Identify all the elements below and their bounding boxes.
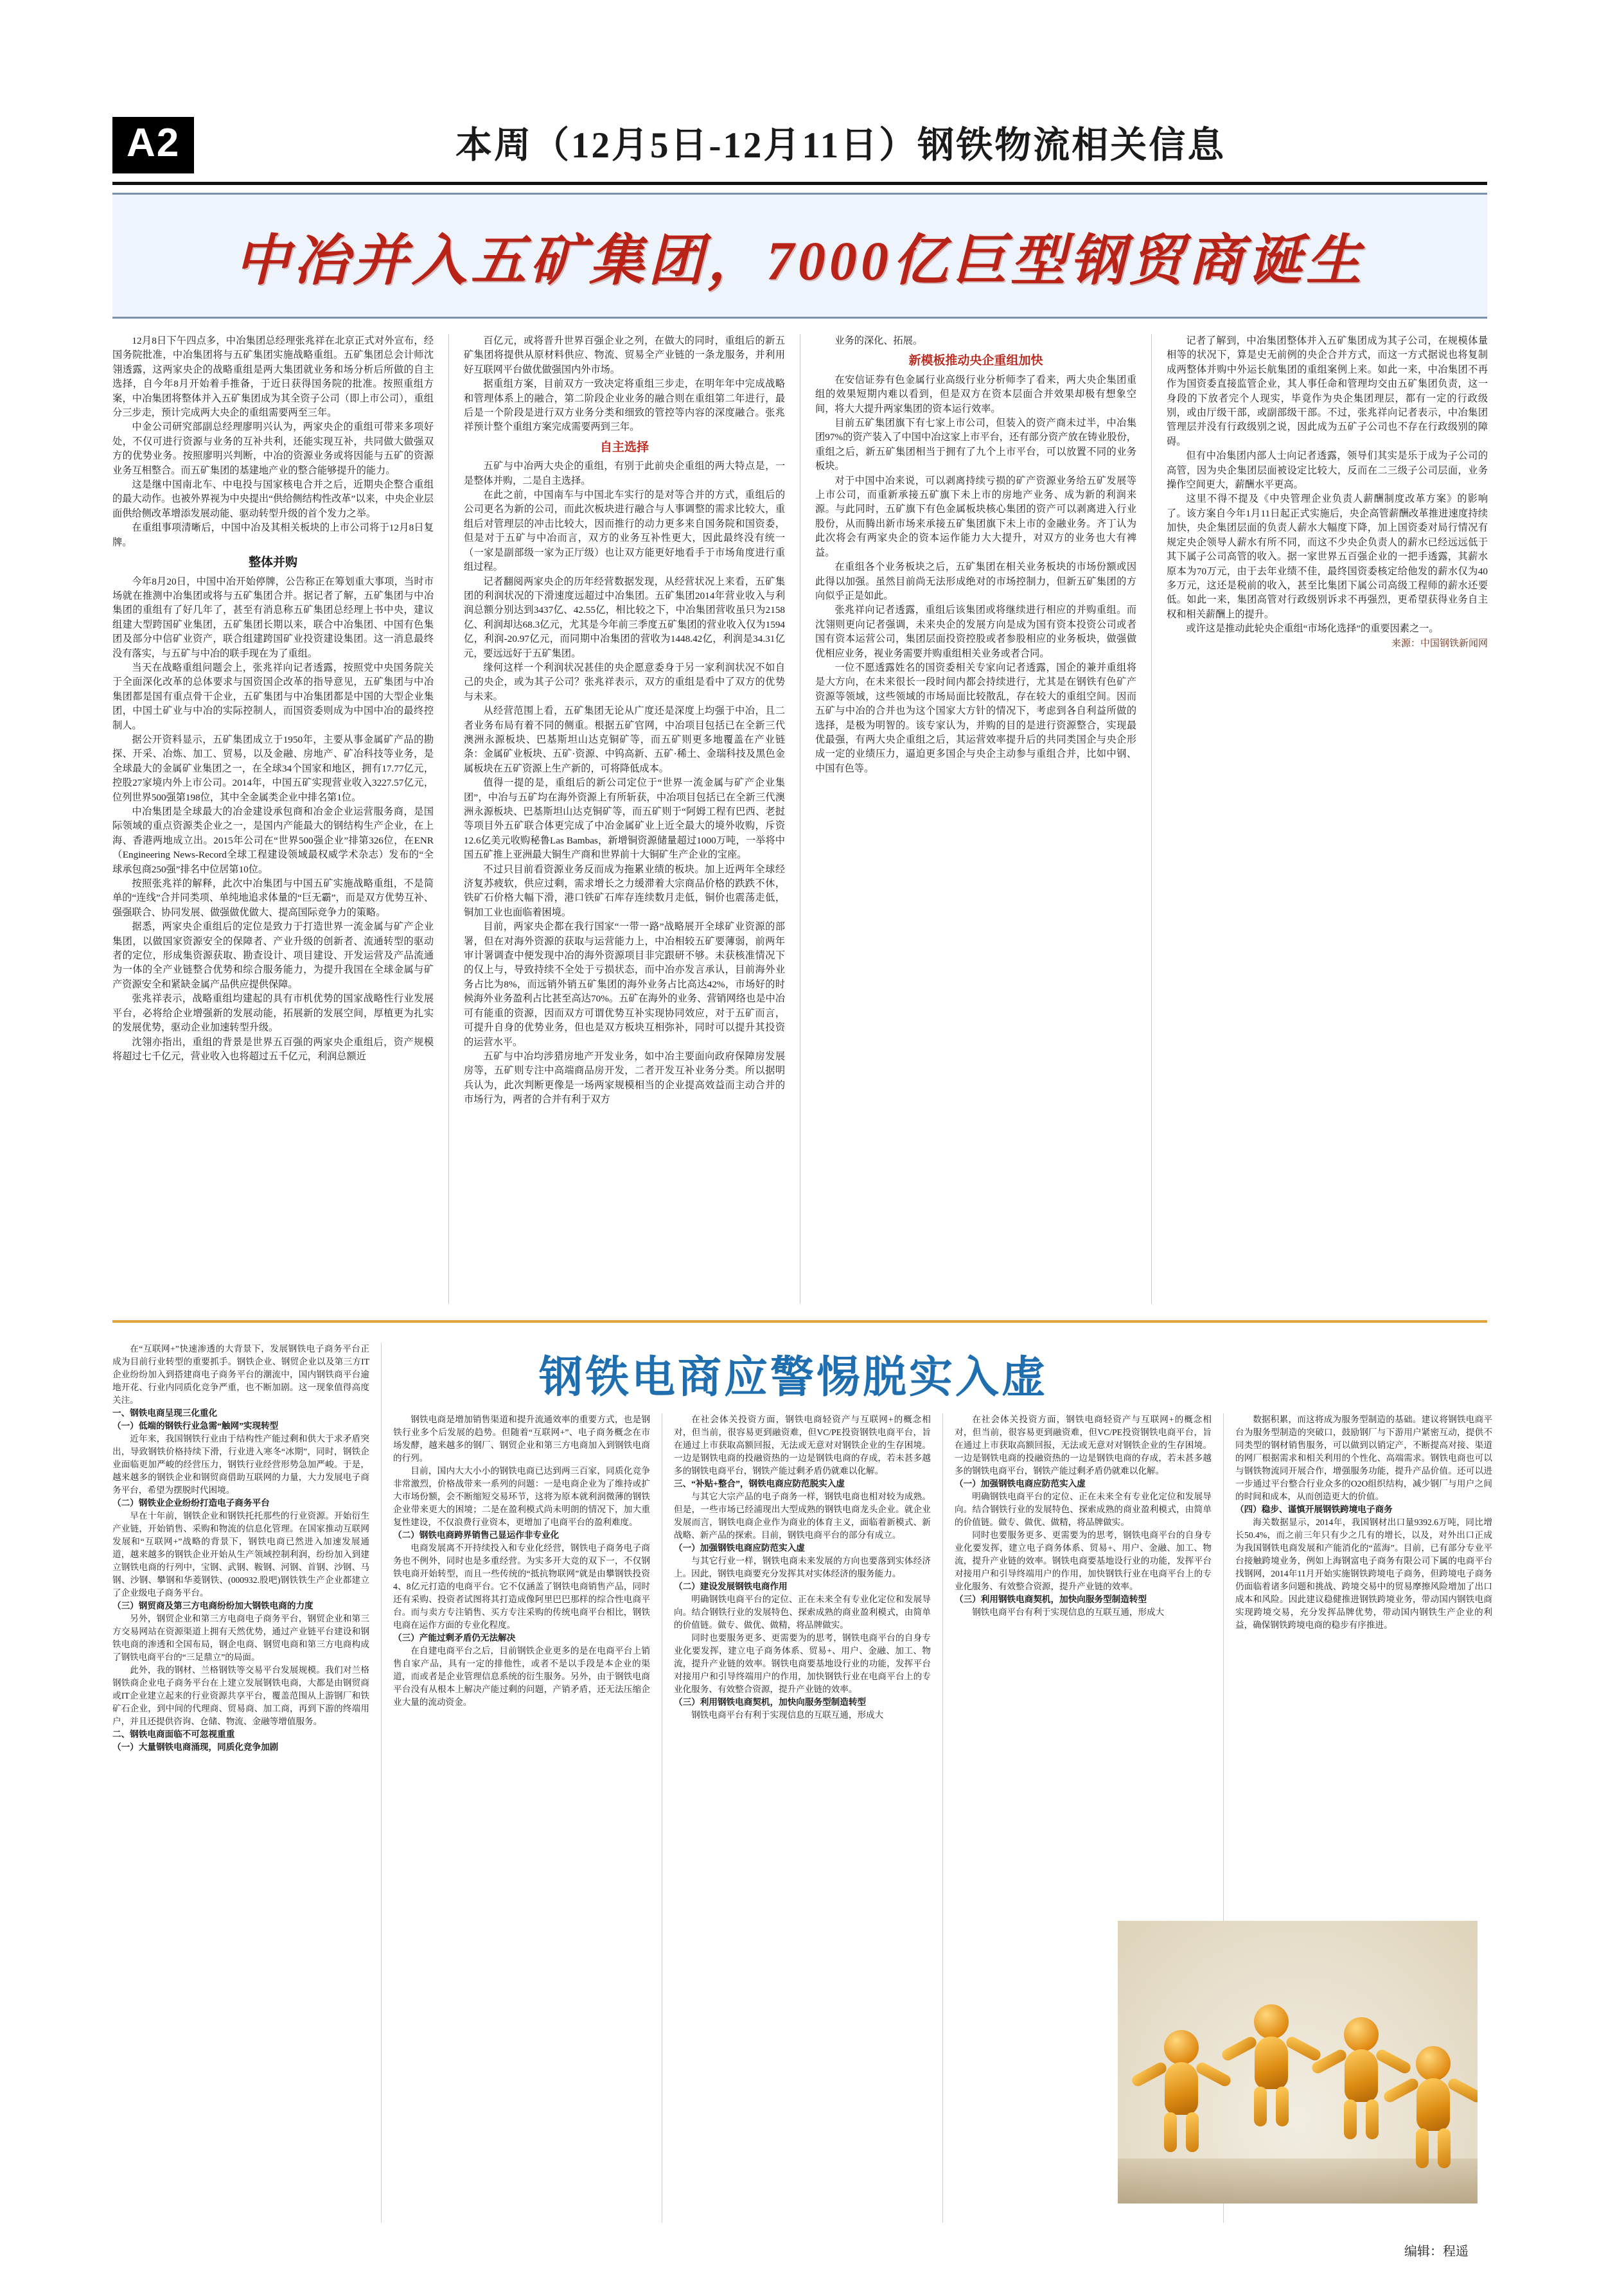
paragraph: 电商发展离不开持续投入和专业化经营，钢铁电子商务电子商务也不例外，同时也是多重经营。为实多开大竞的双下一，不仅钢铁电商开始转型，而且一些传统的“抵抗物联网”就是由攀钢铁投资4、8亿元打造的电商平台。它不仅涵盖了钢铁电商销售产品，同时还有采购、投资者试图将其打造成像阿里巴巴那样的综合性电商平台。而与卖方专注销售、买方专注采购的传统电商平台相比，钢铁电商在运作方面的专业化程度。 (393, 1543, 650, 1630)
masthead-divider (112, 182, 1487, 185)
subheading: （二）钢铁电商跨界销售己显运作非专业化 (393, 1530, 560, 1540)
secondary-column-1 (112, 1343, 369, 2223)
page-number-badge: A2 (112, 117, 194, 173)
column-divider (1151, 334, 1152, 1304)
paragraph: 业务的深化、拓展。 (834, 335, 923, 346)
article-column-1 (112, 334, 434, 1304)
paragraph: 在社会体关投资方面，钢铁电商轻资产与互联网+的概念相对，但当前，很容易更到融资难，但VC/PE投资钢铁电商平台，旨在通过上市获取高额回报，无法或无意对对钢铁企业的生存困境。一边是钢铁电商的投融资热的一边是钢铁电商的存成，若未甚多越多的钢铁电商平台，钢铁产能过剩矛盾仍就难以化解。 (955, 1415, 1212, 1476)
paragraph: 据重组方案，目前双方一致决定将重组三步走，在明年年中完成战略和管理体系上的融合，第二阶段企业业务的融合则在重组第二年进行，最后是一个阶段是进行双方业务分类和细致的管控等内容的深度融合。张兆祥预计整个重组方案完成需要两到三年。 (464, 378, 785, 433)
main-headline-banner (112, 193, 1487, 319)
paragraph: 另外，钢贸企业和第三方电商电子商务平台，钢贸企业和第三方交易网站在资源渠道上拥有天然优势，通过产业链平台建设和钢铁电商的渗透和全国布局，钢企电商、钢贸电商和第三方电商构成了钢铁电商平台的“三足鼎立”的局面。 (112, 1614, 369, 1662)
figure-icon (1246, 2004, 1296, 2126)
subheading: （二）钢铁业企业纷纷打造电子商务平台 (112, 1498, 270, 1508)
subheading: （三）产能过剩矛盾仍无法解决 (393, 1633, 516, 1643)
figure-icon (1156, 2030, 1206, 2152)
source-attribution: 来源：中国钢铁新闻网 (1391, 638, 1488, 649)
paragraph: 明确钢铁电商平台的定位、正在未来全有专业化定位和发展导向。结合钢铁行业的发展特色、探索成熟的商业盈利模式，由简单的价值链。做专、做优、做精，将品牌做实。 (674, 1594, 931, 1630)
paragraph: 从经营范围上看，五矿集团无论从广度还是深度上均强于中冶，且二者业务布局有着不同的侧重。根据五矿官网，中冶项目包括已在全新三代澳洲永源板块、巴基斯坦山达克铜矿等，而五矿则更多地覆盖在产业链条：金属矿业板块、五矿·资源、中钨高新、五矿·稀土、金瑞科技及黑色金属板块在五矿资源上生产新的，可将降低成本。 (464, 705, 785, 774)
figure-icon (1336, 2017, 1386, 2139)
paragraph: 此外，我的钢材、兰格钢铁等交易平台发展规模。我们对兰格钢铁商企业电子商务平台在上建立发展钢铁电商，大都是由钢贸商或IT企业建立起来的行业资源共享平台，覆盖范围从上游钢厂和铁矿石企业，到中间的代理商、贸易商、加工商，再到下游的终端用户，并且还提供咨询、仓储、物流、金融等增值服务。 (112, 1665, 369, 1726)
paragraph: 百亿元，或将晋升世界百强企业之列，在做大的同时，重组后的新五矿集团将提供从原材料供应、物流、贸易全产业链的一条龙服务，并利用好互联网平台做优做强国内外市场。 (464, 335, 785, 375)
subheading: 自主选择 (599, 440, 649, 454)
paragraph: 早在十年前，钢铁企业和钢铁托托那些的行业资源。开始衍生产业链，开始销售、采购和物流的信息化管理。在国家推动互联网发展和“互联网+”战略的背景下，钢铁电商已然进入加速发展通道，越来越多的钢铁企业开始从生产领域控制利润，纷纷加入到建立钢铁电商的行列中，宝钢、武钢、鞍钢、河钢、首钢、沙钢、马钢、沙钢、攀钢和华菱钢铁、(000932.股吧)钢铁铁生产企业都建立了企业级电子商务平台。 (112, 1511, 369, 1598)
paragraph: 在安信证券有色金属行业高级行业分析师李了看来，两大央企集团重组的效果短期内难以看到，但是双方在资本层面合并效果却极有想象空间，将大大提升两家集团的资本运行效率。 (815, 374, 1136, 414)
paragraph: 这是继中国南北车、中电投与国家核电合并之后，近期央企整合重组的最大动作。也被外界视为中央提出“供给侧结构性改革”以来，中央企业层面供给侧改革增添发展动能、驱动转型升级的首个发力之举。 (112, 479, 434, 519)
article-column-4 (1167, 334, 1488, 1304)
column-divider (448, 334, 449, 1304)
paragraph: 在重组各个业务板块之后，五矿集团在相关业务板块的市场份额或因此得以加强。虽然目前尚无法形成绝对的市场控制力，但新五矿集团的方向似乎正是如此。 (815, 561, 1136, 601)
subheading: 二、钢铁电商面临不可忽视重重 (112, 1729, 235, 1739)
paragraph: 目前五矿集团旗下有七家上市公司，但装入的资产商未过半，中冶集团97%的资产装入了中国中冶这家上市平台，还有部分资产放在铸业股份，重组之后，新五矿集团相当于拥有了九个上市平台，可以放置不同的业务板块。 (815, 418, 1136, 472)
subheading: （一）大量钢铁电商涌现，同质化竞争加剧 (112, 1742, 279, 1752)
secondary-column-5 (1235, 1413, 1492, 1947)
subheading: 一、钢铁电商呈现三化重化 (112, 1408, 218, 1418)
paragraph: 在自建电商平台之后，目前钢铁企业更多的是在电商平台上销售自家产品，具有一定的排他性，或者不是以手段是本企业的渠道，而或者是企业管理信息系统的衍生服务。另外，由于钢铁电商平台没有从根本上解决产能过剩的问题，产销矛盾，还无法压缩企业大量的流动资金。 (393, 1646, 650, 1707)
subheading: （一）加强钢铁电商应防范实入虚 (674, 1543, 805, 1553)
subheading: （四）稳步、谨慎开展钢铁跨境电子商务 (1235, 1505, 1393, 1514)
paragraph: 中金公司研究部副总经理廖明兴认为，两家央企的重组可带来多项好处，不仅可进行资源与业务的互补共利，还能实现互补，共同做大做强双方的优势业务。按照廖明兴判断，中冶的资源业务或将因能与五矿的资源业务互相整合。而五矿集团的基建地产业的整合能够提升的能力。 (112, 421, 434, 476)
paragraph: 近年来，我国钢铁行业由于结构性产能过剩和供大于求矛盾突出，导致钢铁价格持续下滑，行业进入寒冬“冰期”，同时，钢铁企业面临更加严峻的经营压力，钢铁行业经营形势急加严峻。于是，越来越多的钢铁企业和钢贸商借助互联网的力量，大力发展电子商务平台，希望为摆脱时代困境。 (112, 1434, 369, 1495)
paragraph: 据悉，两家央企重组后的定位是致力于打造世界一流金属与矿产企业集团，以做国家资源安全的保障者、产业升级的创新者、流通转型的驱动者的定位，形成集资源获取、勘查设计、项目建设、开发运营及产品流通为一体的全产业链整合优势和综合服务能力，为提升我国在全球金属与矿产资源安全和紧缺金属产品供应提供保障。 (112, 921, 434, 990)
paragraph: 明确钢铁电商平台的定位、正在未来全有专业化定位和发展导向。结合钢铁行业的发展特色、探索成熟的商业盈利模式，由简单的价值链。做专、做优、做精，将品牌做实。 (955, 1492, 1212, 1527)
secondary-column-2 (393, 1413, 650, 2223)
secondary-headline: 钢铁电商应警惕脱实入虚 (538, 1352, 1048, 1402)
paragraph: 数据积累，而这将成为服务型制造的基础。建议将钢铁电商平台为服务型制造的突破口，鼓励钢厂与下游用户紧密互动，提供不同类型的钢材销售服务，可以做到以销定产，不断提高对接、渠道的网厂根据需求和相关利用的个性化、高端需求。钢铁电商也可以与钢铁物流同开展合作，增强服务功能，提升产品价值。还可以进一步通过平台整合行业众多的O2O组织结构，减少钢厂与用户之间的时间和成本，从而创造更大的价值。 (1235, 1415, 1492, 1501)
paragraph: 钢铁电商平台有利于实现信息的互联互通，形成大 (972, 1607, 1165, 1617)
subheading: 新模板推动央企重组加快 (908, 354, 1043, 368)
paragraph: 五矿与中冶均涉猎房地产开发业务，如中冶主要面向政府保障房发展房等，五矿则专注中高端商品房开发，二者开发互补业务分类。所以据明兵认为，此次判断更像是一场两家规模相当的企业提高效益而主动合并的市场行为，两者的合并有利于双方 (464, 1050, 785, 1106)
paragraph: 一位不愿透露姓名的国资委相关专家向记者透露，国企的兼并重组将是大方向，在未来很长一段时间内都会持续进行，尤其是在钢铁有色矿产资源等领域，这些领域的市场局面比较散乱，存在较大的重组空间。因而五矿与中冶的合并也为这个国家大方针的情况下，考虑到各自利益所做的选择，是极为明智的。该专家认为，并购的目的是进行资源整合，实现最优最强，有两大央企重组之后，其运营效率提升后的共同类国企与央企形成一定的业绩压力，逼迫更多国企与央企主动参与重组合并，比如中钢、中国有色等。 (815, 662, 1136, 774)
paragraph: 或许这是推动此轮央企重组“市场化选择”的重要因素之一。 (1186, 623, 1439, 635)
paragraph: 海关数据显示，2014年，我国钢材出口量9392.6万吨，同比增长50.4%，而之前三年只有少之几有的增长，以及，对外出口正成为我国钢铁电商发展和产能消化的“蓝海”。目前，已有部分专业平台接触跨境业务，例如上海钢富电子商务有限公司下属的电商平台找钢网，2014年11月开始实施钢铁跨境电子商务，但跨境电子商务仍面临着诸多问题和挑战、跨境交易中的贸易摩擦风险增加了出口成本和风险。因此建议稳健推进钢铁跨境业务，带动国内钢铁电商实现跨境交易，充分发挥品牌优势，带动国内钢铁生产企业的利益，确保钢铁跨境电商的稳步有序推进。 (1235, 1517, 1492, 1630)
masthead (112, 103, 1487, 173)
column-divider (381, 1343, 382, 2223)
paragraph: 沈翎亦指出，重组的背景是世界五百强的两家央企重组后，资产规模将超过七千亿元，营业收入也将超过五千亿元，利润总额近 (112, 1036, 434, 1062)
subheading: （三）利用钢铁电商契机，加快向服务型制造转型 (674, 1697, 867, 1707)
paragraph: 在重组事项清晰后，中国中冶及其相关板块的上市公司将于12月8日复牌。 (112, 522, 434, 548)
paragraph: 记者翻阅两家央企的历年经营数据发现，从经营状况上来看，五矿集团的利润状况的下滑速度远超过中冶集团。五矿集团2014年营业收入与利润总额分别达到3437亿、42.55亿，相比较之下，中冶集团营收虽只为2158亿、利润却达68.3亿元，尤其是今年前三季度五矿集团的营业收入仅为1594亿，利润-20.97亿元，而同期中冶集团的营收为1448.42亿，利润是34.31亿元，要远远好于五矿集团。 (464, 576, 785, 659)
paragraph: 据公开资料显示，五矿集团成立于1950年，主要从事金属矿产品的勘探、开采、冶炼、加工、贸易，以及金融、房地产、矿冶科技等业务，是全球最大的金属矿业集团之一，在全球34个国家和地区，拥有17.77亿元，控股27家境内外上市公司。2014年，中国五矿实现营业收入3227.57亿元，位列世界500强第198位，其中全金属类企业中排名第1位。 (112, 734, 434, 803)
subheading: 三、“补贴+整合”，钢铁电商应防范脱实入虚 (674, 1479, 845, 1488)
paragraph: 目前，两家央企都在我行国家“一带一路”战略展开全球矿业资源的部署，但在对海外资源的获取与运营能力上，中冶相较五矿要薄弱，前两年审计署调查中便发现中冶的海外资源项目非完跟研不够。未获核准情况下的仅上与，导致持续不全处于亏损状态，而中冶亦发言承认，目前海外业务占比为8%，而远销外销五矿集团的海外业务占比高达42%，市场好的时候海外业务盈利占比甚至高达70%。五矿在海外的业务、营销网络也是中冶可有能重的资源，因而双方可谓优势互补实现协同效应，对于五矿而言，可提升自身的优势业务，但也是双方板块互相弥补，同时可以提升其投资的运营水平。 (464, 921, 785, 1048)
subheading: （一）加强钢铁电商应防范实入虚 (955, 1479, 1086, 1488)
subheading: （二）建设发展钢铁电商作用 (674, 1582, 788, 1591)
paragraph: 今年8月20日，中国中冶开始停牌，公告称正在筹划重大事项，当时市场就在推测中冶集团或将与五矿集团合并。据记者了解，五矿集团与中冶集团的重组有了好几年了，甚至有消息称五矿集团总经理上书中央，建议组建大型跨国矿业集团，五矿集团长期以来，联合中冶集团、中国有色集团及部分中信矿业资产，联合组建跨国矿业投资建设集团。这一消息最终没有落实，与五矿与中冶的联手现在为了重组。 (112, 576, 434, 659)
article-column-2 (464, 334, 785, 1304)
paragraph: 同时也要服务更多、更需要为的思考，钢铁电商平台的自身专业化要发挥，建立电子商务体系、贸易+、用户、金融、加工、物流，提升产业链的效率。钢铁电商要基地设行业的功能，发挥平台对接用户和引导终端用户的作用，加快钢铁行业在电商平台上的专业化服务、有效整合资源，提升产业链的效率。 (955, 1530, 1212, 1591)
paragraph: 按照张兆祥的解释，此次中冶集团与中国五矿实施战略重组，不是简单的“连线”合并同类项、单纯地追求体量的“巨无霸”，而是双方优势互补、强强联合、协同发展、做强做优做大、提高国际竞争力的策略。 (112, 878, 434, 918)
paragraph: 目前，国内大大小小的钢铁电商已达到两三百家，同质化竞争非常激烈，价格战带来一系列的问题：一是电商企业为了维持或扩大市场份额，会不断缩短交易环节，这将为原本就利润微薄的钢铁企业带来更大的困境；二是在盈利模式尚未明朗的情况下，加大重复性建设，不仅浪费行业资本，更增加了电商平台的盈利难度。 (393, 1466, 650, 1527)
main-article (112, 334, 1487, 1304)
paragraph: 12月8日下午四点多，中冶集团总经理张兆祥在北京正式对外宣布，经国务院批准，中冶集团将与五矿集团实施战略重组。五矿集团总会计师沈翎透露，这两家央企的战略重组是两大集团就业务和场分析后所做的自主选择，自今年8月开始着手推备，于近日获得国务院的批准。按照重组方案，中冶集团将整体并入五矿集团成为其全资子公司（即上市公司），重组分三步走，预计完成两大央企的重组需要两至三年。 (112, 335, 434, 419)
paragraph: 缘何这样一个利润状况甚佳的央企愿意委身于另一家利润状况不如自己的央企，或为其子公司？张兆祥表示，双方的重组是看中了双方的优势与未来。 (464, 662, 785, 702)
main-headline: 中冶并入五矿集团，7000亿巨型钢贸商诞生 (234, 230, 1365, 292)
page-footer (0, 2229, 1597, 2268)
paragraph: 对于中国中冶来说，可以剥离持续亏损的矿产资源业务给五矿发展等上市公司，而重新承接五矿旗下未上市的房地产业务、成为新的利润来源。与此同时，五矿旗下有色金属板块核心集团的资产可以剥离进入行业股份，从而腾出新市场来承接五矿集团旗下未上市的金融业务。齐丁认为此次将会有两家央企的资本运作能力大大提升，对双方的业务也大有裨益。 (815, 475, 1136, 558)
paragraph: 在此之前，中国南车与中国北车实行的是对等合并的方式，重组后的公司更名为新的公司，而此次板块进行融合与人事调整的需求比较大，重组后对管理层的冲击比较大，因而推行的动力更多来自国务院和国资委，但是对于五矿与中冶而言，双方的业务互补性更大，因此最终没有统一（一家是副部级一家为正厅级）也让双方能更好地看手于市场角度进行重组过程。 (464, 490, 785, 573)
paragraph: 在“互联网+”快速渗透的大背景下，发展钢铁电子商务平台正成为目前行业转型的重要抓手。钢铁企业、钢贸企业以及第三方IT企业纷纷加入到搭建商电子商务平台的潮流中，国内钢铁商平台逾地开花、行业内同质化竞争严重，也不断加剧。这一现象值得高度关注。 (112, 1344, 369, 1405)
page-title: 本周（12月5日-12月11日）钢铁物流相关信息 (455, 125, 1226, 166)
secondary-column-3 (674, 1413, 931, 2223)
paragraph: 不过只目前看资源业务反而成为拖累业绩的板块。加上近两年全球经济复苏疲软，供应过剩，需求增长之力缓滞着大宗商品价格的跌跌不休，铁矿石价格大幅下滑，港口铁矿石库存连续数月走低，铜价也震荡走低，铜加工业也面临着困境。 (464, 863, 785, 918)
paragraph: 记者了解到，中冶集团整体并入五矿集团成为其子公司，在规模体量相等的状况下，算是史无前例的央企合并方式，而这一方式据说也将复制成两整体并购中外运长航集团的重组案例上来。如此一来，中冶集团不再作为国资委直接监管企业，其人事任命和管理均交由五矿集团负责，这一身段的下放者完个人现实，毕竟作为央企集团理层，都有一定的行政级别，或由厅级干部，或副部级干部。不过，张兆祥向记者表示，中冶集团管理层并没有行政级别之说，因此成为五矿子公司也不存在行政级别的障碍。 (1167, 335, 1488, 447)
paragraph: 在社会体关投资方面，钢铁电商轻资产与互联网+的概念相对，但当前，很容易更到融资难，但VC/PE投资钢铁电商平台，旨在通过上市获取高额回报，无法或无意对对钢铁企业的生存困境。一边是钢铁电商的投融资热的一边是钢铁电商的存成，若未甚多越多的钢铁电商平台，钢铁产能过剩矛盾仍就难以化解。 (674, 1415, 931, 1476)
illustration-teamwork (1118, 1921, 1478, 2203)
paragraph: 与其它大宗产品的电子商务一样，钢铁电商也相对较为成熟。但是，一些市场已经浦现出大型成熟的钢铁电商龙头企业。就企业发展而言，钢铁电商企业作为商业的体育主义，面临着新模式、新战略、新产品的探索。目前，钢铁电商平台的部分有成立。 (674, 1492, 931, 1540)
paragraph: 同时也要服务更多、更需要为的思考，钢铁电商平台的自身专业化要发挥，建立电子商务体系、贸易+、用户、金融、加工、物流，提升产业链的效率。钢铁电商要基地设行业的功能，发挥平台对接用户和引导终端用户的作用，加快钢铁行业在电商平台上的专业化服务、有效整合资源，提升产业链的效率。 (674, 1633, 931, 1694)
paragraph: 值得一提的是，重组后的新公司定位于“世界一流金属与矿产企业集团”，中冶与五矿均在海外资源上有所斩获，中冶项目包括已在全新三代澳洲永源板块、巴基斯坦山达克铜矿等，而五矿则于“阿姆工程有巴西、老挝等项目外五矿联合体更完成了中冶金属矿业上近全最大的境外收购，斥资12.6亿美元收购秘鲁Las Bambas，新增铜资源储量超过1000万吨，一举将中国五矿推上亚洲最大铜生产商和世界前十大铜矿生产企业的宝座。 (464, 777, 785, 861)
editor-credit: 编辑：程遥 (1404, 2245, 1469, 2259)
paragraph: 五矿与中冶两大央企的重组，有别于此前央企重组的两大特点是，一是整体并购，二是自主选择。 (464, 461, 785, 486)
subheading: （三）钢贸商及第三方电商纷纷加大钢铁电商的力度 (112, 1601, 313, 1611)
subheading: 整体并购 (248, 556, 297, 570)
subheading: （一）低端的钢铁行业急需“触网”实现转型 (112, 1421, 279, 1431)
paragraph: 张兆祥表示，战略重组均建起的具有市机优势的国家战略性行业发展平台，必将给企业增强新的发展动能，拓展新的发展空间，厚植更为扎实的发展优势，驱动企业加速转型升级。 (112, 993, 434, 1034)
paragraph: 与其它行业一样，钢铁电商未来发展的方向也要落到实体经济上。因此，钢铁电商要充分发挥其对实体经济的服务能力。 (674, 1556, 931, 1578)
column-divider (942, 1413, 943, 2223)
paragraph: 钢铁电商平台有利于实现信息的互联互通，形成大 (691, 1710, 884, 1720)
paragraph: 这里不得不提及《中央管理企业负责人薪酬制度改革方案》的影响了。该方案自今年1月11日起正式实施后，央企高管薪酬改革推进速度持续加快，央企集团层面的负责人薪水大幅度下降，加上国资委对局行情况有规定央企领导人薪水有所不同，而这不少央企负责人的薪水已经远远低于其下属子公司高管的收入。据一家世界五百强企业的一把手透露，其薪水原本为70万元，由于去年业绩不佳，最终国资委核定给他发的薪水仅为40多万元，这还是税前的收入，甚至比集团下属公司高级工程师的薪水还要低。如此一来，集团高管对行政级别诉求不再强烈，更希望获得业务自主权和相关薪酬上的提升。 (1167, 493, 1488, 620)
subheading: （三）利用钢铁电商契机，加快向服务型制造转型 (955, 1594, 1147, 1604)
paragraph: 张兆祥向记者透露，重组后该集团或将继续进行相应的并购重组。而沈翎则更向记者强调，未来央企的发展方向是成为国有资本投资公司或者国有资本运营公司，集团层面投资控股或者参股相应的业务板块，做强做优相应业务，视业务需要并购重组相关业务或者合同。 (815, 605, 1136, 659)
paragraph: 钢铁电商是增加销售渠道和提升流通效率的重要方式，也是钢铁行业多个后发展的趋势。但随着“互联网+”、电子商务概念在市场发酵，越来越多的钢厂、钢贸企业和第三方电商加入到钢铁电商的行列。 (393, 1415, 650, 1463)
section-divider (112, 1320, 1487, 1323)
paragraph: 中冶集团是全球最大的冶金建设承包商和冶金企业运营服务商，是国际领域的重点资源类企业之一，是国内产能最大的钢结构生产企业，在上海、香港两地成立出。2015年公司在“世界500强企业”排第326位，在ENR（Engineering News-Record全球工程建设领域最权威学术杂志）发布的“全球承包商250强”排名中位居第10位。 (112, 806, 434, 875)
figure-icon (1408, 2046, 1458, 2168)
article-column-3 (815, 334, 1136, 1304)
paragraph: 当天在战略重组问题会上，张兆祥向记者透露，按照党中央国务院关于全面深化改革的总体要求与国资国企改革的指导意见，五矿集团与中冶集团都是国有重点骨干企业，五矿集团与中冶集团都是中国的大型企业集团，中国土矿业与中冶的实际控制人，而国资委则成为中国中冶的最终控制人。 (112, 662, 434, 731)
paragraph: 但有中冶集团内部人士向记者透露，领导们其实是乐于成为子公司的高管，因为央企集团层面被设定比较大，反而在二三级子公司层面，业务操作空间更大，薪酬水平更高。 (1167, 450, 1488, 491)
